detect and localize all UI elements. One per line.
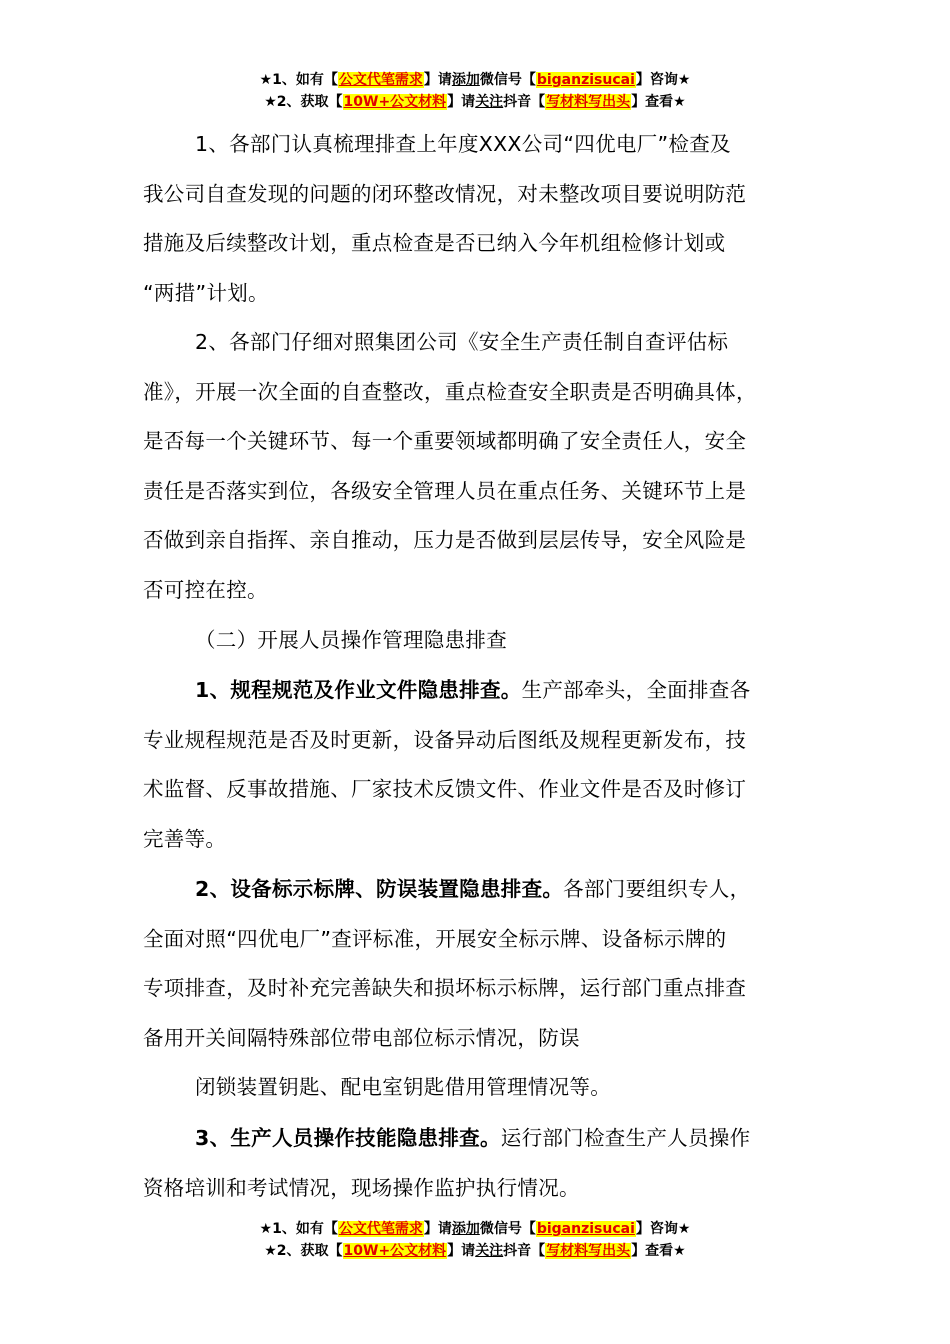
paragraph-3 bbox=[143, 666, 813, 864]
text-line bbox=[143, 1114, 813, 1164]
text-line: 完善等。 bbox=[143, 826, 227, 851]
banner-highlight: 写材料写出头 bbox=[546, 1243, 631, 1259]
paragraph-4 bbox=[143, 865, 813, 1113]
text-line: 否做到亲自指挥、亲自推动，压力是否做到层层传导，安全风险是 bbox=[143, 528, 747, 553]
item-text: 运行部门检查生产人员操作 bbox=[500, 1126, 751, 1150]
text-line: 备用开关间隔特殊部位带电部位标示情况，防误 bbox=[143, 1025, 580, 1050]
banner-text: 】请 bbox=[423, 72, 452, 88]
text-line bbox=[143, 666, 813, 716]
text-line: 术监督、反事故措施、厂家技术反馈文件、作业文件是否及时修订 bbox=[143, 777, 747, 802]
paragraph-1 bbox=[143, 120, 813, 318]
text-line: 措施及后续整改计划，重点检查是否已纳入今年机组检修计划或 bbox=[143, 231, 726, 256]
text-line: 责任是否落实到位，各级安全管理人员在重点任务、关键环节上是 bbox=[143, 478, 747, 503]
banner-text: ★2、获取【 bbox=[264, 94, 343, 110]
banner-text: ★1、如有【 bbox=[259, 72, 338, 88]
banner-highlight: biganzisucai bbox=[536, 72, 635, 88]
paragraph-5 bbox=[143, 1114, 813, 1213]
banner-text: 】咨询★ bbox=[635, 72, 691, 88]
text-line bbox=[143, 865, 813, 915]
banner-text: 微信号【 bbox=[479, 72, 536, 88]
footer-banner-line-2 bbox=[0, 1240, 950, 1262]
header-banner-line-1 bbox=[0, 69, 950, 91]
banner-text: 】请 bbox=[447, 94, 476, 110]
banner-highlight: 10W+公文材料 bbox=[343, 1243, 447, 1259]
banner-text: 】查看★ bbox=[631, 1243, 686, 1259]
banner-text: ★1、如有【 bbox=[259, 1221, 338, 1237]
banner-text: ★2、获取【 bbox=[264, 1243, 343, 1259]
text-line: “两措”计划。 bbox=[143, 280, 269, 305]
banner-highlight: biganzisucai bbox=[536, 1221, 635, 1237]
footer-banner bbox=[0, 1218, 950, 1262]
item-title: 3、生产人员操作技能隐患排查。 bbox=[195, 1126, 501, 1150]
banner-underlined: 添加 bbox=[451, 72, 480, 88]
banner-text: 抖音【 bbox=[503, 94, 546, 110]
text-line: 否可控在控。 bbox=[143, 577, 268, 602]
item-text: 生产部牵头，全面排查各 bbox=[521, 678, 751, 702]
paragraph-2 bbox=[143, 318, 813, 616]
banner-text: 】查看★ bbox=[631, 94, 686, 110]
text-line: 我公司自查发现的问题的闭环整改情况，对未整改项目要说明防范 bbox=[143, 181, 747, 206]
banner-underlined: 添加 bbox=[451, 1221, 480, 1237]
banner-highlight: 写材料写出头 bbox=[546, 94, 631, 110]
text-line: 资格培训和考试情况，现场操作监护执行情况。 bbox=[143, 1175, 580, 1200]
section-2-heading: （二）开展人员操作管理隐患排查 bbox=[195, 628, 507, 652]
text-line: 是否每一个关键环节、每一个重要领域都明确了安全责任人，安全 bbox=[143, 429, 747, 454]
banner-text: 微信号【 bbox=[479, 1221, 536, 1237]
header-banner-line-2 bbox=[0, 91, 950, 113]
banner-highlight: 10W+公文材料 bbox=[343, 94, 447, 110]
banner-underlined: 关注 bbox=[475, 94, 504, 110]
banner-text: 】咨询★ bbox=[635, 1221, 691, 1237]
banner-text: 抖音【 bbox=[503, 1243, 546, 1259]
banner-underlined: 关注 bbox=[475, 1243, 504, 1259]
item-title: 2、设备标示标牌、防误装置隐患排查。 bbox=[195, 877, 564, 901]
text-line: 闭锁装置钥匙、配电室钥匙借用管理情况等。 bbox=[195, 1075, 611, 1100]
banner-text: 】请 bbox=[447, 1243, 476, 1259]
text-line: 全面对照“四优电厂”查评标准，开展安全标示牌、设备标示牌的 bbox=[143, 926, 727, 951]
text-line: 1、各部门认真梳理排查上年度XXX公司“四优电厂”检查及 bbox=[195, 132, 731, 156]
text-line: 专业规程规范是否及时更新，设备异动后图纸及规程更新发布，技 bbox=[143, 727, 747, 752]
section-heading bbox=[143, 616, 813, 666]
text-line: 专项排查，及时补充完善缺失和损坏标示标牌，运行部门重点排查 bbox=[143, 976, 747, 1001]
text-line: 准》，开展一次全面的自查整改，重点检查安全职责是否明确具体， bbox=[143, 379, 757, 404]
item-text: 各部门要组织专人， bbox=[563, 877, 751, 901]
banner-text: 】请 bbox=[423, 1221, 452, 1237]
item-title: 1、规程规范及作业文件隐患排查。 bbox=[195, 678, 522, 702]
text-line: 2、各部门仔细对照集团公司《安全生产责任制自查评估标 bbox=[195, 330, 729, 354]
footer-banner-line-1 bbox=[0, 1218, 950, 1240]
banner-highlight: 公文代笔需求 bbox=[338, 72, 423, 88]
banner-highlight: 公文代笔需求 bbox=[338, 1221, 423, 1237]
header-banner bbox=[0, 69, 950, 113]
